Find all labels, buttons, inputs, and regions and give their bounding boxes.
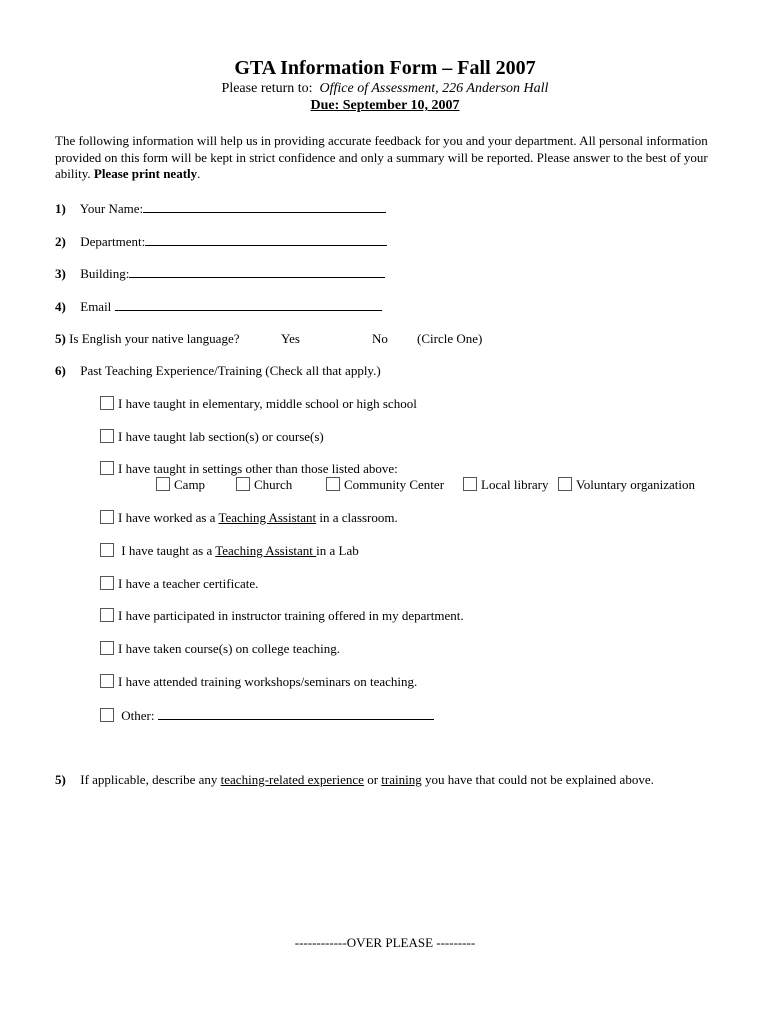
question-label: If applicable, describe any [80,772,221,787]
option-no[interactable]: No [372,331,388,346]
question-label-underlined: teaching-related experience [220,772,364,787]
question-name [55,200,386,217]
checklist-label: Other: [121,708,155,723]
question-number: 4) [55,299,66,314]
checklist-label: I have a teacher certificate. [118,576,259,591]
setting-label: Community Center [344,477,445,492]
setting-label: Church [254,477,293,492]
question-label: Email [80,299,112,314]
return-instructions [0,81,770,97]
setting-option-voluntary-organization [558,477,695,493]
circle-one-note: (Circle One) [417,331,483,346]
checklist-item [100,674,417,690]
due-date: Due: September 10, 2007 [310,98,460,113]
question-number: 1) [55,201,66,216]
intro-paragraph [55,133,725,183]
question-number: 6) [55,363,66,378]
email-field[interactable] [115,298,382,311]
checklist-label-underlined: Teaching Assistant [215,543,317,558]
checklist-item [100,641,340,657]
checklist-item [100,396,417,412]
other-field[interactable] [158,707,434,720]
question-label: Your Name: [79,201,144,216]
checklist-item [100,510,398,526]
setting-option-community-center [326,477,444,493]
return-prefix: Please return to: [221,81,313,96]
checkbox[interactable] [100,608,114,622]
question-number: 3) [55,266,66,281]
setting-label: Local library [481,477,549,492]
question-label: Department: [80,234,146,249]
checklist-item-other [100,707,434,724]
intro-text: The following information will help us in providing accurate feedback for you and your department. All personal information provided on this form will be kept in strict confidence and only a summary will be reported. Please answer to the best of your ability. [55,133,708,181]
checkbox[interactable] [558,477,572,491]
checkbox[interactable] [236,477,250,491]
checkbox[interactable] [100,641,114,655]
checkbox[interactable] [100,396,114,410]
department-field[interactable] [145,233,387,246]
question-department [55,233,387,250]
checkbox[interactable] [100,674,114,688]
checkbox[interactable] [156,477,170,491]
checklist-label: in a classroom. [316,510,398,525]
checklist-item [100,429,324,445]
checklist-item [100,576,258,592]
checkbox[interactable] [100,461,114,475]
question-number: 5) [55,331,66,346]
checkbox[interactable] [100,510,114,524]
question-label: Past Teaching Experience/Training (Check all that apply.) [80,363,381,378]
intro-end: . [197,166,201,181]
question-label-underlined: training [381,772,422,787]
question-teaching-experience [55,363,381,379]
checkbox[interactable] [463,477,477,491]
return-location: Office of Assessment, 226 Anderson Hall [319,81,549,96]
question-english [55,331,240,347]
checkbox[interactable] [100,543,114,557]
form-title: GTA Information Form – Fall 2007 [234,57,536,79]
question-label: you have that could not be explained above. [421,772,654,787]
checklist-label: I have worked as a [118,510,219,525]
question-label: Building: [80,266,130,281]
checklist-label: I have taught in settings other than those listed above: [118,461,398,476]
checklist-item [100,461,398,477]
over-please-footer: ------------OVER PLEASE --------- [294,935,476,950]
intro-bold: Please print neatly [93,166,198,181]
checkbox[interactable] [326,477,340,491]
setting-label: Camp [174,477,206,492]
setting-option-local-library [463,477,549,493]
checklist-label-underlined: Teaching Assistant [218,510,317,525]
checklist-label: I have attended training workshops/seminars on teaching. [118,674,418,689]
checklist-label: I have taught as a [121,543,216,558]
option-yes[interactable]: Yes [281,331,300,346]
question-describe-experience [55,772,654,788]
checkbox[interactable] [100,576,114,590]
checklist-item [100,543,359,559]
checklist-label: I have taught lab section(s) or course(s) [118,429,324,444]
building-field[interactable] [129,265,385,278]
question-number: 2) [55,234,66,249]
question-label: Is English your native language? [69,331,240,346]
checkbox[interactable] [100,429,114,443]
checklist-label: I have participated in instructor training offered in my department. [118,608,464,623]
checklist-label: in a Lab [316,543,359,558]
question-building [55,265,385,282]
question-label: or [363,772,382,787]
setting-label: Voluntary organization [576,477,696,492]
setting-option-church [236,477,292,493]
setting-option-camp [156,477,205,493]
name-field[interactable] [143,200,386,213]
question-number: 5) [55,772,66,787]
checklist-item [100,608,464,624]
checklist-label: I have taught in elementary, middle school or high school [118,396,417,411]
checkbox[interactable] [100,708,114,722]
checklist-label: I have taken course(s) on college teaching. [118,641,340,656]
question-email [55,298,382,315]
